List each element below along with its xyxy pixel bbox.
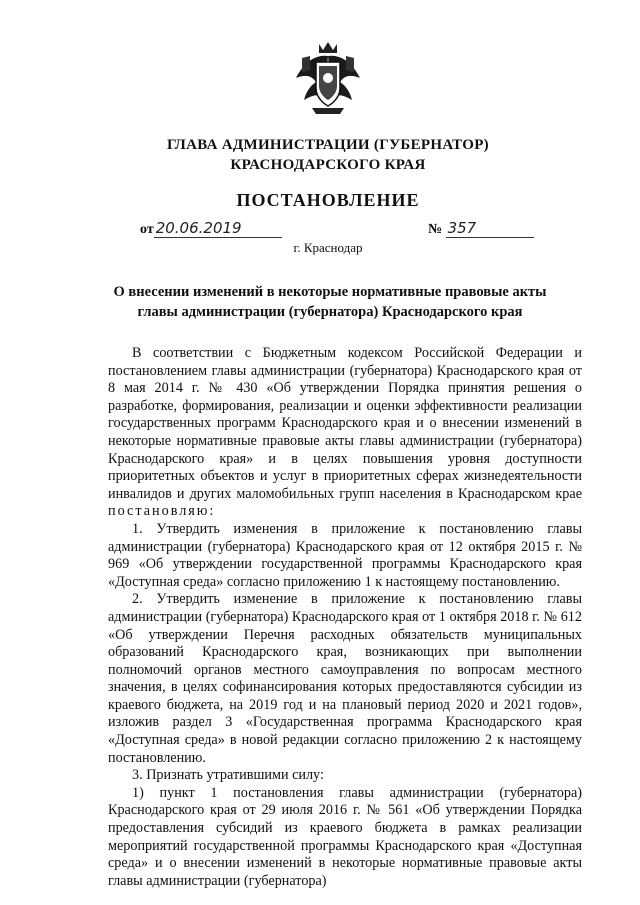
item-3-paragraph: 3. Признать утратившими силу: xyxy=(132,767,324,784)
intro-text: В соответствии с Бюджетным кодексом Российской Федерации и постановлением главы администрации (губернатора) Краснодарского края от 8 мая 2014 г. № 430 «Об утверждении Порядка принятия решения о разработке, формирования, реализации и оценки эффективности реализации государственных программ Краснодарского края и о внесении изменений в некоторые нормативные правовые акты главы администрации (губернатора) Краснодарского края» и в целях повышения уровня доступности приоритетных объектов и услуг в приоритетных сферах жизнедеятельности инвалидов и других маломобильных групп населения в Краснодарском крае xyxy=(108,345,582,502)
issuer-title-line1: ГЛАВА АДМИНИСТРАЦИИ (ГУБЕРНАТОР) xyxy=(167,137,489,153)
document-number xyxy=(428,219,534,238)
item-3-1-paragraph: 1) пункт 1 постановления главы администрации (губернатора) Краснодарского края от 29 июля 2016 г. № 561 «Об утверждении Порядка предоставления субсидий из краевого бюджета в рамках реализации мероприятий государственной программы Краснодарского края «Доступная среда» и о внесении изменений в некоторые нормативные правовые акты главы администрации (губернатора) xyxy=(108,784,582,889)
decree-word: постановляю: xyxy=(108,503,216,520)
number-value: 357 xyxy=(446,219,534,238)
place-of-issue: г. Краснодар xyxy=(293,240,363,255)
date-prefix: от xyxy=(140,222,154,237)
issuer-title-line2: КРАСНОДАРСКОГО КРАЯ xyxy=(230,157,426,173)
document-date xyxy=(140,219,282,238)
intro-paragraph xyxy=(108,345,582,521)
date-value: 20.06.2019 xyxy=(154,219,282,238)
title-line1: О внесении изменений в некоторые нормативные правовые акты xyxy=(113,284,547,300)
title-line2: главы администрации (губернатора) Краснодарского края xyxy=(137,304,523,320)
item-2-paragraph: 2. Утвердить изменение в приложение к постановлению главы администрации (губернатора) Краснодарского края от 1 октября 2018 г. № 612 «Об утверждении Перечня расходных обязательств муниципальных образований Краснодарского края, возникающих при выполнении полномочий органов местного самоуправления по вопросам местного значения, в целях софинансирования которых предоставляются субсидии из краевого бюджета, на 2019 год и на плановый период 2020 и 2021 годов», изложив раздел 3 «Государственная программа Краснодарского края «Доступная среда» в новой редакции согласно приложению 2 к настоящему постановлению. xyxy=(108,591,582,766)
document-body xyxy=(108,345,582,890)
item-1-paragraph: 1. Утвердить изменения в приложение к постановлению главы администрации (губернатора) Краснодарского края от 12 октября 2015 г. № 969 «Об утверждении государственной программы Краснодарского края «Доступная среда» согласно приложению 1 к настоящему постановлению. xyxy=(108,520,582,590)
number-prefix: № xyxy=(428,222,443,237)
document-title xyxy=(100,282,560,322)
coat-of-arms-emblem xyxy=(286,40,370,118)
document-type-heading: ПОСТАНОВЛЕНИЕ xyxy=(236,190,420,210)
